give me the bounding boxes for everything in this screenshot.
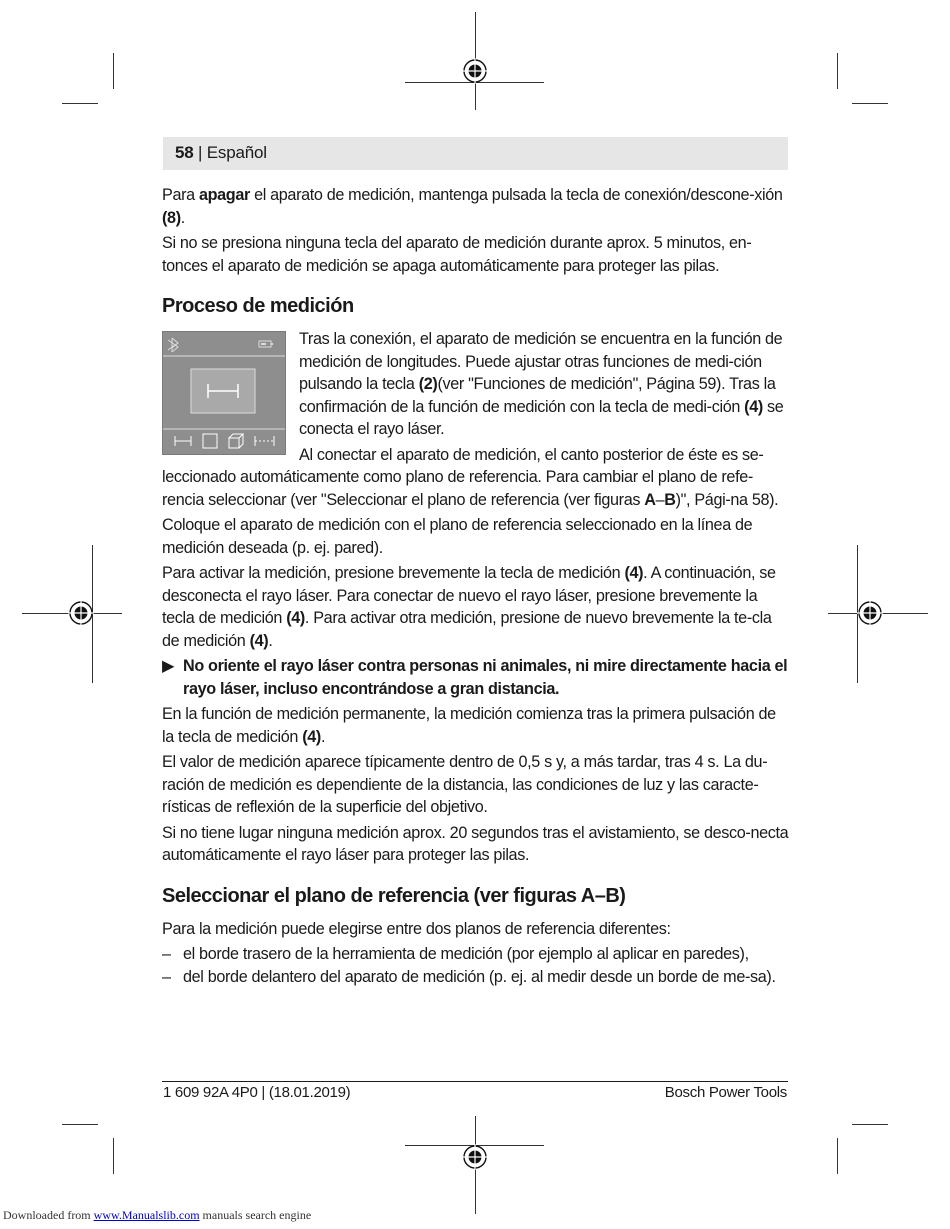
page-content — [162, 184, 789, 988]
paragraph: Si no se presiona ninguna tecla del aparato de medición durante aprox. 5 minutos, en-tonces el aparato de medición se apaga automáticamente para proteger las pilas. — [162, 234, 752, 275]
header-section: Español — [206, 143, 267, 162]
paragraph: El valor de medición aparece típicamente dentro de 0,5 s y, a más tardar, tras 4 s. La du-ración de medición es dependiente de la distancia, las condiciones de luz y las caracte-rísticas de reflexión de la superficie del objetivo. — [162, 753, 768, 816]
paragraph: Coloque el aparato de medición con el plano de referencia seleccionado en la línea de medición deseada (p. ej. pared). — [162, 516, 753, 557]
paragraph: En la función de medición permanente, la medición comienza tras la primera pulsación de la tecla de medición (4). — [162, 705, 776, 746]
device-display-icon — [163, 332, 285, 454]
crop-mark — [62, 103, 98, 104]
footer-brand: Bosch Power Tools — [664, 1084, 787, 1101]
registration-target-icon — [462, 58, 488, 84]
header-separator: | — [198, 143, 203, 162]
header-text — [175, 143, 267, 163]
section-heading: Seleccionar el plano de referencia (ver figuras A–B) — [162, 884, 626, 907]
footer-divider — [162, 1081, 788, 1082]
crop-mark — [837, 1138, 838, 1174]
crop-mark — [113, 53, 114, 89]
crop-mark — [852, 103, 888, 104]
list-item-text: el borde trasero de la herramienta de medición (por ejemplo al aplicar en paredes), — [183, 945, 749, 963]
paragraph: Si no tiene lugar ninguna medición aprox. 20 segundos tras el avistamiento, se desco-necta automáticamente el rayo láser para proteger las pilas. — [162, 823, 789, 864]
list-item — [162, 966, 789, 989]
page-header — [163, 137, 788, 170]
paragraph: Para activar la medición, presione brevemente la tecla de medición (4). A continuación, se desconecta el rayo láser. Para conectar de nuevo el rayo láser, presione brevemente la tecla de medición (4). Para activar otra medición, presione de nuevo brevemente la te-cla de medición (4). — [162, 564, 776, 650]
paragraph: Tras la conexión, el aparato de medición se encuentra en la función de medición de longitudes. Puede ajustar otras funciones de medi-ción pulsando la tecla (2)(ver "Funciones de medición", Página 59). Tras la confirmación de la función de medición con la tecla de medi-ción (4) se conecta el rayo láser. — [299, 330, 784, 438]
registration-target-icon — [857, 600, 883, 626]
manualslib-link[interactable]: www.Manualslib.com — [93, 1208, 200, 1222]
warning-arrow-icon: ▶ — [162, 657, 175, 675]
crop-mark — [837, 53, 838, 89]
paragraph: Al conectar el aparato de medición, el canto posterior de éste es se-leccionado automáticamente como plano de referencia. Para cambiar el plano de refe-rencia seleccionar (ver "Seleccionar el plano de referencia (ver figuras A–B)", Pági-na 58). — [162, 445, 779, 509]
warning-text: No oriente el rayo láser contra personas ni animales, ni mire directamente hacia el rayo láser, incluso encontrándose a gran distancia. — [183, 657, 788, 698]
list-item-text: del borde delantero del aparato de medición (p. ej. al medir desde un borde de me-sa). — [183, 967, 776, 986]
paragraph: Para apagar el aparato de medición, mantenga pulsada la tecla de conexión/descone-xión (8). — [162, 186, 783, 227]
crop-mark — [852, 1124, 888, 1125]
crop-mark — [62, 1124, 98, 1125]
footer-doc-id: 1 609 92A 4P0 | (18.01.2019) — [163, 1084, 351, 1101]
list-item — [162, 943, 789, 966]
paragraph: Para la medición puede elegirse entre dos planos de referencia diferentes: — [162, 919, 671, 938]
crop-mark — [113, 1138, 114, 1174]
device-display-figure — [162, 331, 286, 455]
page-number: 58 — [175, 143, 194, 162]
dash-bullet: – — [162, 945, 171, 963]
registration-target-icon — [462, 1144, 488, 1170]
registration-target-icon — [68, 600, 94, 626]
section-heading: Proceso de medición — [162, 295, 354, 317]
download-notice: Downloaded from www.Manualslib.com manuals search engine — [3, 1208, 312, 1222]
dash-bullet: – — [162, 967, 171, 986]
safety-warning — [162, 655, 789, 700]
